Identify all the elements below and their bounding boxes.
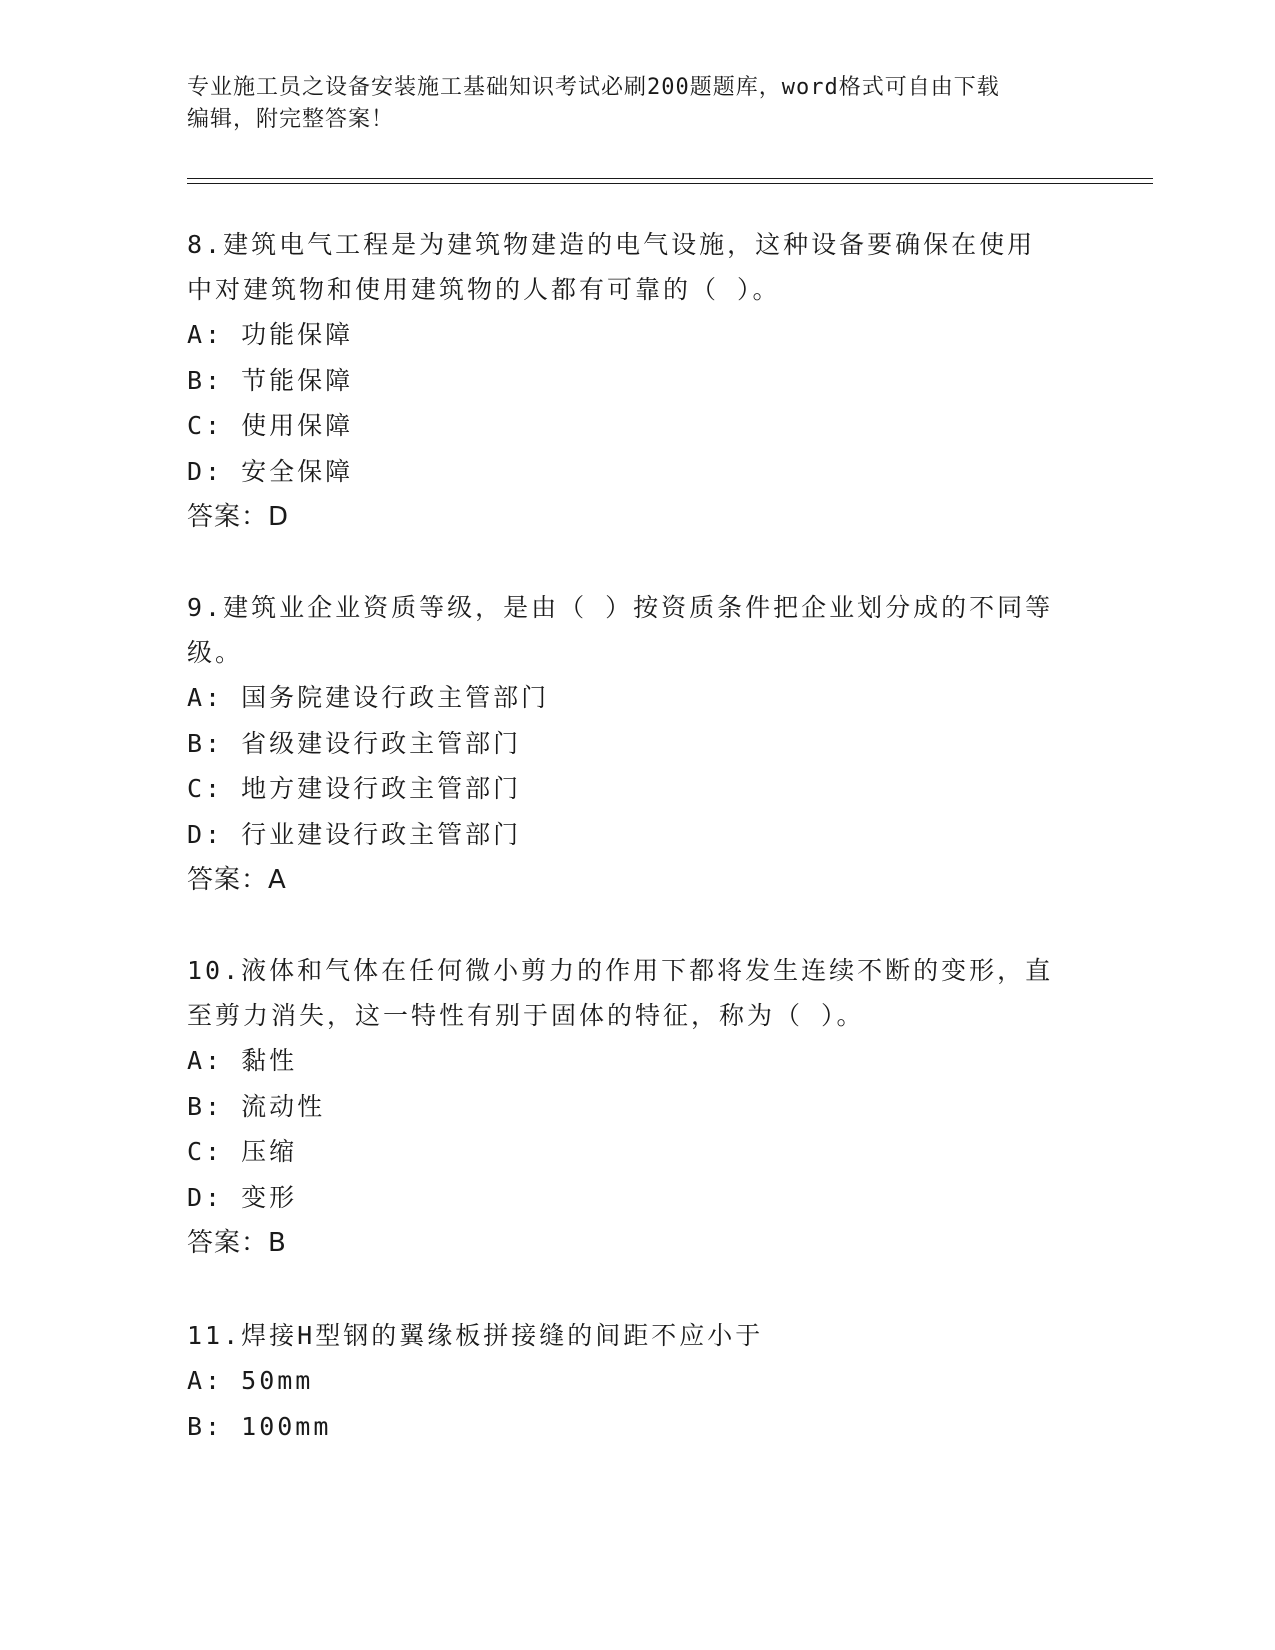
option-b: B: 流动性 <box>187 1091 326 1121</box>
option-a: A: 黏性 <box>187 1046 298 1075</box>
question-9 <box>187 585 1067 903</box>
option-b: B: 节能保障 <box>187 365 354 395</box>
question-stem-line-2: 级。 <box>187 638 244 667</box>
question-stem-line-2: 中对建筑物和使用建筑物的人都有可靠的（ ）。 <box>187 275 781 304</box>
option-c: C: 使用保障 <box>187 411 354 440</box>
option-d: D: 安全保障 <box>187 456 354 486</box>
answer: 答案：D <box>187 502 290 532</box>
question-stem <box>187 1313 1067 1358</box>
header-line-1: 专业施工员之设备安装施工基础知识考试必刷200题题库，word格式可自由下载 <box>187 75 1000 100</box>
header-line-2: 编辑，附完整答案！ <box>187 107 395 132</box>
question-stem-line-1: 11.焊接H型钢的翼缘板拼接缝的间距不应小于 <box>187 1321 764 1350</box>
option-b: B: 省级建设行政主管部门 <box>187 728 522 758</box>
answer: 答案：A <box>187 865 287 895</box>
question-stem <box>187 222 1067 312</box>
question-11 <box>187 1313 1067 1449</box>
document-header <box>187 72 1067 136</box>
question-stem <box>187 948 1067 1038</box>
option-d: D: 变形 <box>187 1182 298 1212</box>
option-a: A: 50mm <box>187 1366 314 1395</box>
question-stem-line-2: 至剪力消失，这一特性有别于固体的特征，称为（ ）。 <box>187 1001 865 1030</box>
option-b: B: 100mm <box>187 1411 332 1441</box>
header-divider-bottom <box>187 183 1153 184</box>
question-10 <box>187 948 1067 1266</box>
answer: 答案：B <box>187 1228 287 1258</box>
question-stem-line-1: 8.建筑电气工程是为建筑物建造的电气设施，这种设备要确保在使用 <box>187 230 1036 259</box>
option-d: D: 行业建设行政主管部门 <box>187 819 522 849</box>
question-stem-line-1: 10.液体和气体在任何微小剪力的作用下都将发生连续不断的变形，直 <box>187 956 1054 985</box>
option-a: A: 国务院建设行政主管部门 <box>187 683 550 712</box>
question-stem <box>187 585 1067 675</box>
header-divider-top <box>187 178 1153 179</box>
option-c: C: 地方建设行政主管部门 <box>187 774 522 803</box>
question-stem-line-1: 9.建筑业企业资质等级，是由（ ）按资质条件把企业划分成的不同等 <box>187 593 1054 622</box>
option-c: C: 压缩 <box>187 1137 298 1166</box>
option-a: A: 功能保障 <box>187 320 354 349</box>
question-8 <box>187 222 1067 540</box>
